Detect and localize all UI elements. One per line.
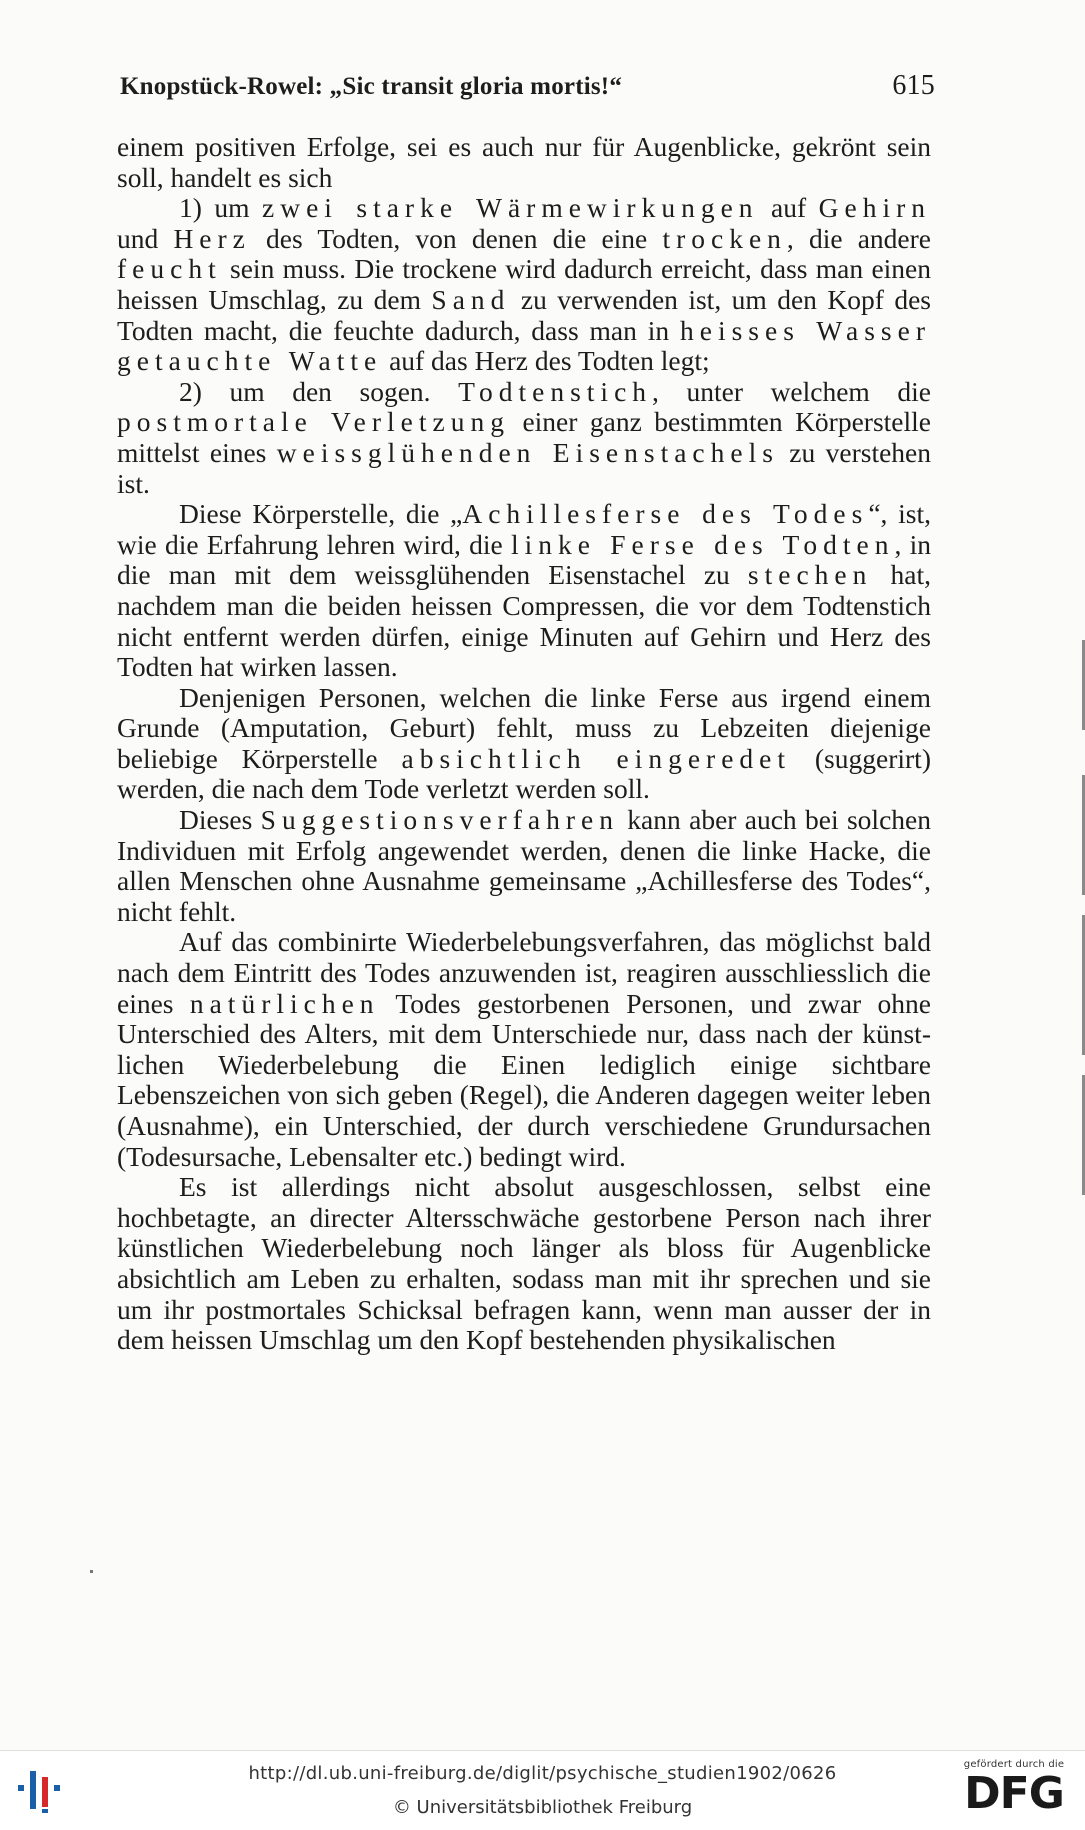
spaced-emphasis: stechen [747, 559, 873, 591]
spaced-emphasis: feucht [117, 253, 222, 285]
page-header [120, 70, 935, 102]
spaced-emphasis: trocken [662, 222, 787, 254]
spaced-emphasis: weissglühenden Eisenstachels [276, 436, 779, 468]
paragraph [117, 132, 931, 193]
text-run: Todes gestorbenen Personen, und zwar ohne Unterschied des Alters, mit dem Unterschiede nur, dass nach der künstlichen Wiederbelebung die Einen lediglich einige sichtbare Lebenszeichen von sich geben (Regel), die Anderen dagegen weiter leben (Ausnahme), ein Unterschied, der durch verschiedene Grundursachen (Todesursache, Lebensalter etc.) bedingt wird. [117, 987, 931, 1172]
paragraph [117, 683, 931, 805]
paragraph [117, 927, 931, 1172]
spaced-emphasis: heisses Wasser getauchte Watte [117, 314, 932, 377]
spaced-emphasis: Herz [173, 222, 251, 254]
text-run: , die andere [786, 222, 932, 254]
dfg-caption: gefördert durch die [963, 1759, 1065, 1770]
paragraph [117, 805, 931, 927]
running-title: Knopstück-Rowel: „Sic transit gloria mortis!“ [120, 73, 623, 100]
text-run: 2) um den sogen. [179, 375, 459, 407]
text-run: auf [758, 192, 819, 224]
text-run: Es ist allerdings nicht absolut ausgeschlossen, selbst eine hochbetagte, an directer Altersschwäche gestorbene Person nach ihrer künstlichen Wiederbelebung noch länger als bloss für Augenblicke absichtlich am Leben zu erhalten, sodass man mit ihr sprechen und sie um ihr postmortales Schicksal befragen kann, wenn man ausser der in dem heissen Umschlag um den Kopf bestehenden physikalischen [117, 1171, 931, 1356]
text-run: 1) um [179, 192, 262, 224]
text-run: des Todten, von denen die eine [250, 222, 663, 254]
spaced-emphasis: postmortale Verletzung [117, 406, 510, 438]
paragraph [117, 499, 931, 683]
text-run: zu verwenden ist, um den Kopf des Todten macht, die feuchte dadurch, dass man in [117, 283, 931, 346]
text-run: einem positiven Erfolge, sei es auch nur für Augenblicke, gekrönt sein soll, handelt es sich [117, 131, 931, 193]
text-run: einer ganz bestimmten Körperstelle mittelst eines [117, 406, 931, 468]
text-run: Dieses [179, 804, 261, 836]
paragraph [117, 377, 931, 499]
spaced-emphasis: linke Ferse des Todten [510, 528, 895, 560]
text-run: hat, nachdem man die beiden heissen Compressen, die vor dem Todtenstich nicht entfernt werden dürfen, einige Minuten auf Gehirn und Herz des Todten hat wirken lassen. [117, 559, 931, 683]
text-run: Diese Körperstelle, die „ [179, 498, 463, 530]
spaced-emphasis: Suggestionsverfahren [260, 804, 619, 836]
text-run: Denjenigen Personen, welchen die linke Ferse aus irgend einem Grunde (Amputation, Geburt) fehlt, muss zu Lebzeiten diejenige beliebige Körperstelle [117, 681, 931, 774]
spaced-emphasis: Sand [431, 283, 511, 315]
page-number: 615 [892, 70, 935, 101]
spaced-emphasis: zwei starke Wärmewirkungen [262, 192, 759, 224]
text-run: , unter welchem die [652, 375, 931, 407]
footer [0, 1750, 1085, 1830]
spaced-emphasis: Achillesferse des Todes [462, 498, 869, 530]
text-run: und [117, 222, 174, 254]
text-run: “, ist, wie die Erfahrung lehren wird, die [117, 498, 931, 560]
paragraph [117, 193, 931, 377]
body-text [117, 132, 931, 1356]
source-url[interactable]: http://dl.ub.uni-freiburg.de/diglit/psychische_studien1902/0626 [248, 1763, 837, 1784]
spaced-emphasis: natürlichen [189, 987, 380, 1019]
text-run: kann aber auch bei solchen Individuen mit Erfolg angewendet werden, denen die linke Hacke, die allen Menschen ohne Ausnahme gemeinsame „Achillesferse des Todes“, nicht fehlt. [117, 804, 931, 927]
copyright-notice: © Universitätsbibliothek Freiburg [392, 1797, 693, 1818]
spaced-emphasis: Todtenstich [458, 375, 653, 407]
text-run: zu verstehen ist. [117, 436, 931, 499]
dfg-logo-text: DFG [964, 1768, 1064, 1819]
scan-speck [90, 1570, 93, 1573]
text-run: auf das Herz des Todten legt; [382, 345, 710, 377]
text-run: , in die man mit dem weissglühenden Eisenstachel zu [117, 528, 932, 591]
text-run: (suggerirt) werden, die nach dem Tode verletzt werden soll. [117, 742, 931, 805]
paragraph [117, 1172, 931, 1356]
spaced-emphasis: absichtlich eingeredet [401, 742, 792, 774]
spaced-emphasis: Gehirn [818, 192, 931, 224]
text-run: Auf das combinirte Wiederbelebungsverfahren, das möglichst bald nach dem Eintritt des Todes anzuwenden ist, reagiren ausschliesslich die eines [117, 926, 931, 1019]
text-run: sein muss. Die trockene wird dadurch erreicht, dass man einen heissen Umschlag, zu dem [117, 253, 931, 315]
dfg-logo [955, 1759, 1073, 1823]
